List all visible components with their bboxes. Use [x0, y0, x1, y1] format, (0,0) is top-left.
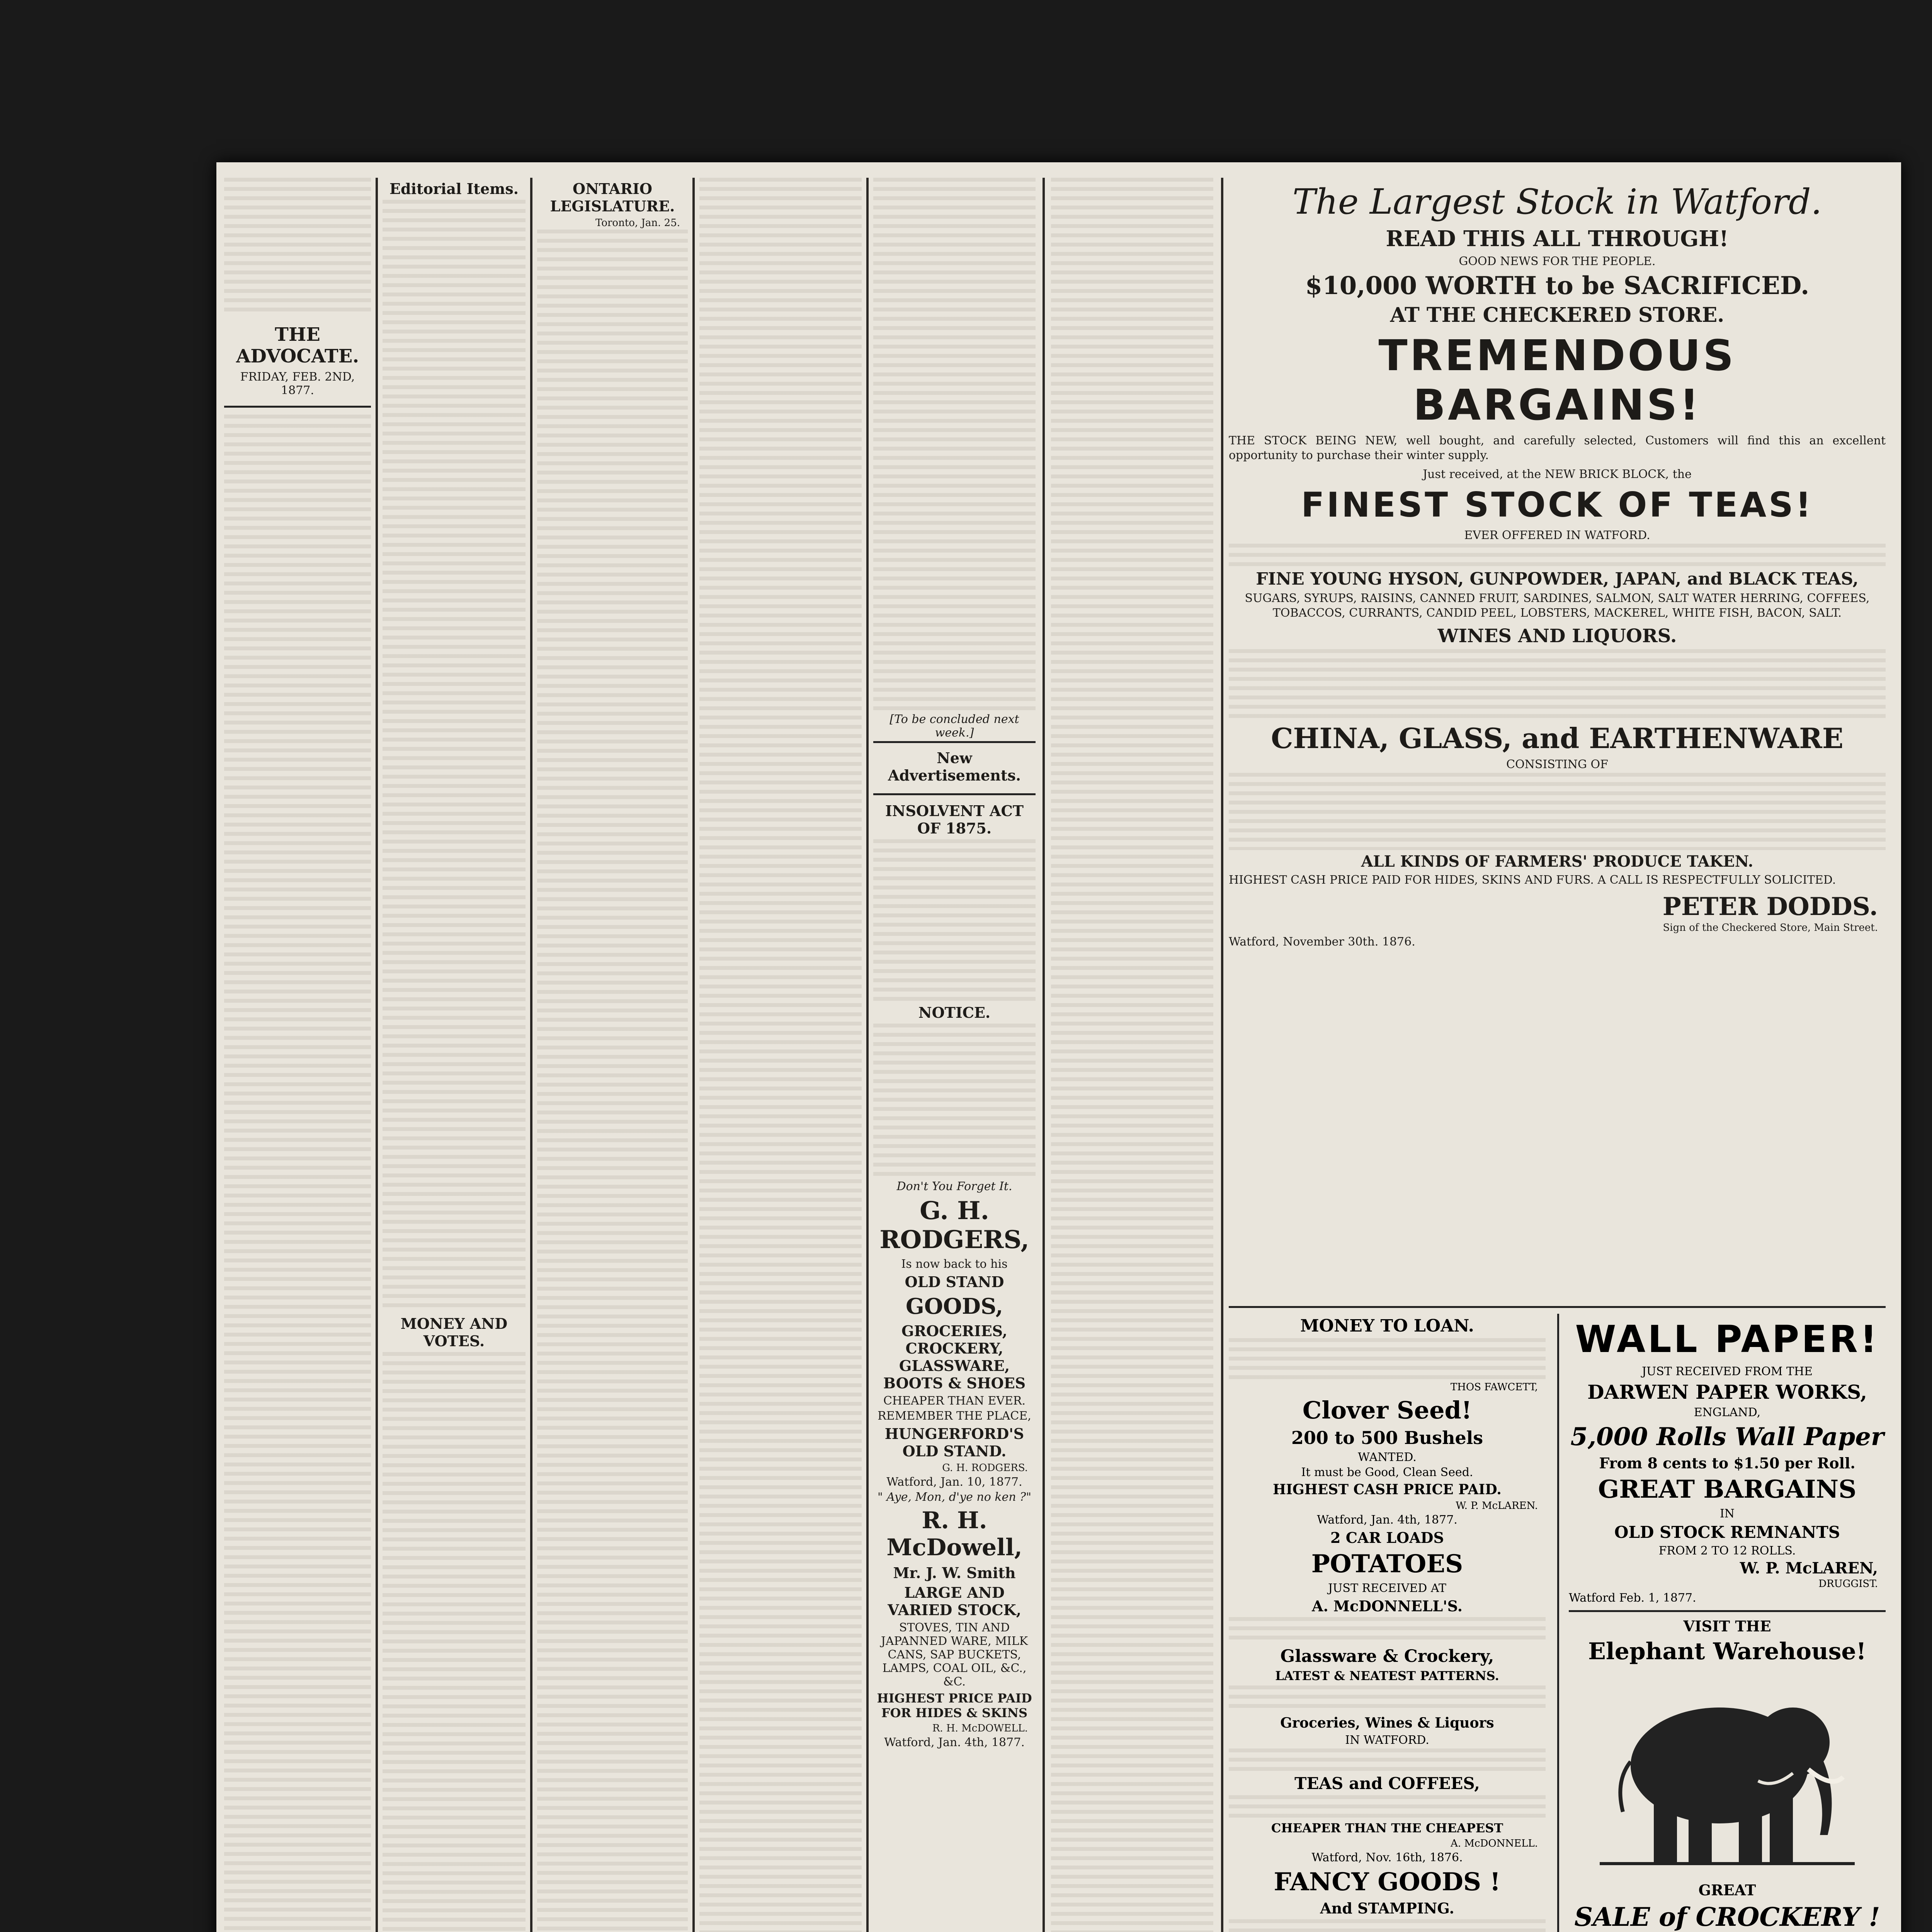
dodds-items: SUGARS, SYRUPS, RAISINS, CANNED FRUIT, SARDINES, SALMON, SALT WATER HERRING, COFFEES, TOBACCOS, CURRANTS, CANDID PEEL, LOBSTERS, MACKEREL, WHITE FISH, BACON, SALT. — [1245, 592, 1870, 620]
rodgers-line-5: REMEMBER THE PLACE, — [878, 1409, 1031, 1423]
mcdonnell-signature: A. McDONNELL. — [1451, 1838, 1538, 1849]
great-in: IN — [1719, 1507, 1735, 1520]
clover-heading: Clover Seed! — [1302, 1396, 1472, 1424]
mcdowell-line-0: Mr. J. W. Smith — [893, 1564, 1016, 1582]
notice-heading: NOTICE. — [918, 1004, 991, 1021]
ads-divider — [1229, 1306, 1886, 1308]
column-rule — [866, 178, 869, 1932]
column-rule — [1221, 178, 1223, 1932]
glassware-heading: Glassware & Crockery, — [1280, 1646, 1494, 1666]
clover-wanted: WANTED. — [1358, 1451, 1417, 1464]
teas-coffees: TEAS and COFFEES, — [1294, 1774, 1480, 1793]
dodds-headline: The Largest Stock in Watford. — [1292, 182, 1822, 222]
dodds-received: Just received, at the NEW BRICK BLOCK, the — [1423, 468, 1692, 481]
mcdowell-date: Watford, Jan. 4th, 1877. — [884, 1736, 1025, 1749]
dodds-good-news: GOOD NEWS FOR THE PEOPLE. — [1459, 255, 1656, 268]
wallpaper-england: ENGLAND, — [1694, 1406, 1761, 1419]
dodds-ever: EVER OFFERED IN WATFORD. — [1464, 529, 1650, 542]
mcdowell-signature: R. H. McDOWELL. — [932, 1723, 1028, 1734]
rodgers-name: G. H. RODGERS, — [879, 1196, 1029, 1254]
money-heading: MONEY TO LOAN. — [1300, 1316, 1475, 1336]
rodgers-line-4: CHEAPER THAN EVER. — [883, 1394, 1026, 1408]
column-1 — [224, 178, 371, 1932]
column-5 — [873, 178, 1036, 1932]
dodds-hides: HIGHEST CASH PRICE PAID FOR HIDES, SKINS AND FURS. A CALL IS RESPECTFULLY SOLICITED. — [1229, 873, 1836, 887]
column-2 — [383, 178, 526, 1932]
wallpaper-prices: From 8 cents to $1.50 per Roll. — [1599, 1454, 1855, 1472]
ads-vertical-divider — [1557, 1314, 1559, 1932]
glassware-intro — [1229, 1617, 1546, 1644]
great-bargains: GREAT BARGAINS — [1598, 1475, 1857, 1504]
dodds-worth: $10,000 WORTH to be SACRIFICED. — [1305, 271, 1810, 300]
rodgers-line-1: OLD STAND — [905, 1273, 1004, 1291]
masthead — [224, 317, 371, 408]
local-news-note — [224, 178, 371, 317]
mcdowell-name: R. H. McDowell, — [886, 1507, 1022, 1561]
elephant-heading: Elephant Warehouse! — [1588, 1638, 1866, 1665]
dodds-wines: WINES AND LIQUORS. — [1437, 625, 1677, 647]
dodds-teas: FINEST STOCK OF TEAS! — [1301, 485, 1813, 525]
legislature-dateline: Toronto, Jan. 25. — [595, 217, 680, 229]
clover-cash: HIGHEST CASH PRICE PAID. — [1273, 1481, 1502, 1498]
mcdowell-line-2: STOVES, TIN AND JAPANNED WARE, MILK CANS, SAP BUCKETS, LAMPS, COAL OIL, &C., &C. — [881, 1621, 1028, 1689]
dodds-sign: Sign of the Checkered Store, Main Street. — [1663, 922, 1878, 934]
wallpaper-heading: WALL PAPER! — [1575, 1318, 1879, 1361]
mcdowell-line-3: HIGHEST PRICE PAID FOR HIDES & SKINS — [877, 1691, 1032, 1720]
money-votes-text — [383, 1352, 526, 1932]
wallpaper-date: Watford Feb. 1, 1877. — [1569, 1591, 1696, 1605]
insolvent-heading: INSOLVENT ACT OF 1875. — [885, 802, 1024, 837]
wallpaper-mclaren: W. P. McLAREN, — [1740, 1559, 1878, 1577]
new-ads-heading: New Advertisements. — [888, 749, 1021, 784]
clover-bushels: 200 to 500 Bushels — [1291, 1427, 1483, 1448]
column-rule — [376, 178, 378, 1932]
column-rule — [1043, 178, 1045, 1932]
fancy-text — [1229, 1919, 1546, 1932]
glassware-groceries: Groceries, Wines & Liquors — [1280, 1715, 1494, 1731]
notice-text — [873, 1024, 1036, 1178]
concluded-note: [To be concluded next week.] — [889, 713, 1019, 740]
from-rolls: FROM 2 TO 12 ROLLS. — [1658, 1544, 1796, 1558]
glassware-in-watford: IN WATFORD. — [1345, 1733, 1429, 1747]
cheaper: CHEAPER THAN THE CHEAPEST — [1271, 1821, 1503, 1835]
rodgers-line-6: HUNGERFORD'S OLD STAND. — [884, 1425, 1024, 1460]
ken-line: " Aye, Mon, d'ye no ken ?" — [877, 1490, 1031, 1504]
dodds-bargains: TREMENDOUS BARGAINS! — [1378, 331, 1736, 430]
remnants: OLD STOCK REMNANTS — [1614, 1523, 1840, 1542]
teas-text — [1229, 1795, 1546, 1818]
dodds-hyson: FINE YOUNG HYSON, GUNPOWDER, JAPAN, and BLACK TEAS, — [1256, 569, 1859, 589]
carloads: 2 CAR LOADS — [1330, 1529, 1444, 1546]
wallpaper-darwen: DARWEN PAPER WORKS, — [1587, 1381, 1867, 1403]
council-final-text — [873, 178, 1036, 711]
column-rule — [692, 178, 695, 1932]
rodgers-signature: G. H. RODGERS. — [942, 1462, 1028, 1474]
editorial-heading: Editorial Items. — [389, 180, 519, 197]
legislature-heading: ONTARIO LEGISLATURE. — [550, 180, 675, 215]
potatoes-just: JUST RECEIVED AT — [1328, 1582, 1446, 1595]
column-4 — [699, 178, 862, 1932]
column-rule — [530, 178, 532, 1932]
ad-divider — [1569, 1610, 1886, 1612]
dodds-stock-line: THE STOCK BEING NEW, well bought, and carefully selected, Customers will find this an excellent opportunity to purchase their winter supply. — [1229, 434, 1886, 462]
money-votes-heading: MONEY AND VOTES. — [400, 1315, 508, 1350]
editorial-text — [383, 200, 526, 1313]
dodds-store: AT THE CHECKERED STORE. — [1390, 303, 1725, 327]
stamping: And STAMPING. — [1320, 1900, 1454, 1917]
great-2: GREAT — [1698, 1881, 1756, 1899]
column-1-text — [224, 415, 371, 1932]
ads-bottom — [1229, 162, 1886, 1932]
dodds-name: PETER DODDS. — [1662, 892, 1878, 921]
wallpaper-rolls: 5,000 Rolls Wall Paper — [1570, 1422, 1884, 1451]
masthead-title: THE ADVOCATE. — [236, 324, 359, 367]
glassware-text-2 — [1229, 1748, 1546, 1772]
mcdowell-line-1: LARGE AND VARIED STOCK, — [888, 1584, 1021, 1619]
money-text — [1229, 1338, 1546, 1381]
clover-date: Watford, Jan. 4th, 1877. — [1317, 1513, 1458, 1527]
visit-the: VISIT THE — [1683, 1617, 1771, 1635]
new-ads-header — [873, 741, 1036, 795]
insolvent-text — [873, 839, 1036, 1002]
clover-good: It must be Good, Clean Seed. — [1301, 1466, 1473, 1479]
wallpaper-druggist: DRUGGIST. — [1818, 1578, 1878, 1590]
rodgers-line-3: GROCERIES, CROCKERY, GLASSWARE, BOOTS & SHOES — [883, 1322, 1026, 1392]
forget-line: Don't You Forget It. — [896, 1180, 1012, 1193]
sale-crockery: SALE of CROCKERY ! — [1574, 1902, 1880, 1932]
council-continued-text — [699, 178, 862, 1932]
glassware-text — [1229, 1685, 1546, 1713]
rodgers-line-2: GOODS, — [906, 1294, 1003, 1319]
dodds-china-sub: CONSISTING OF — [1506, 758, 1608, 771]
rodgers-date: Watford, Jan. 10, 1877. — [886, 1475, 1022, 1489]
rodgers-line-0: Is now back to his — [901, 1257, 1008, 1271]
dodds-read: READ THIS ALL THROUGH! — [1386, 226, 1729, 252]
ads-right — [1569, 1314, 1886, 1932]
column-6 — [1051, 178, 1213, 1932]
mcdonnell-date: Watford, Nov. 16th, 1876. — [1311, 1851, 1463, 1864]
column-3 — [537, 178, 688, 1932]
masthead-date: FRIDAY, FEB. 2ND, 1877. — [240, 370, 355, 397]
money-name: THOS FAWCETT, — [1450, 1381, 1538, 1393]
potatoes: POTATOES — [1311, 1549, 1463, 1578]
potatoes-mcdonnell: A. McDONNELL'S. — [1311, 1597, 1463, 1615]
dodds-date: Watford, November 30th. 1876. — [1229, 935, 1415, 949]
newspaper-page — [216, 162, 1901, 1932]
fancy-goods: FANCY GOODS ! — [1274, 1867, 1501, 1896]
glassware-latest: LATEST & NEATEST PATTERNS. — [1275, 1668, 1499, 1683]
dodds-china: CHINA, GLASS, and EARTHENWARE — [1271, 722, 1844, 755]
ads-left — [1229, 1314, 1546, 1932]
dodds-produce: ALL KINDS OF FARMERS' PRODUCE TAKEN. — [1361, 852, 1753, 871]
elephant-illustration — [1592, 1673, 1862, 1874]
legislature-text — [537, 230, 688, 1932]
column-6-text — [1051, 178, 1213, 1932]
wallpaper-from: JUST RECEIVED FROM THE — [1641, 1365, 1813, 1378]
clover-mclaren: W. P. McLAREN. — [1456, 1500, 1538, 1512]
